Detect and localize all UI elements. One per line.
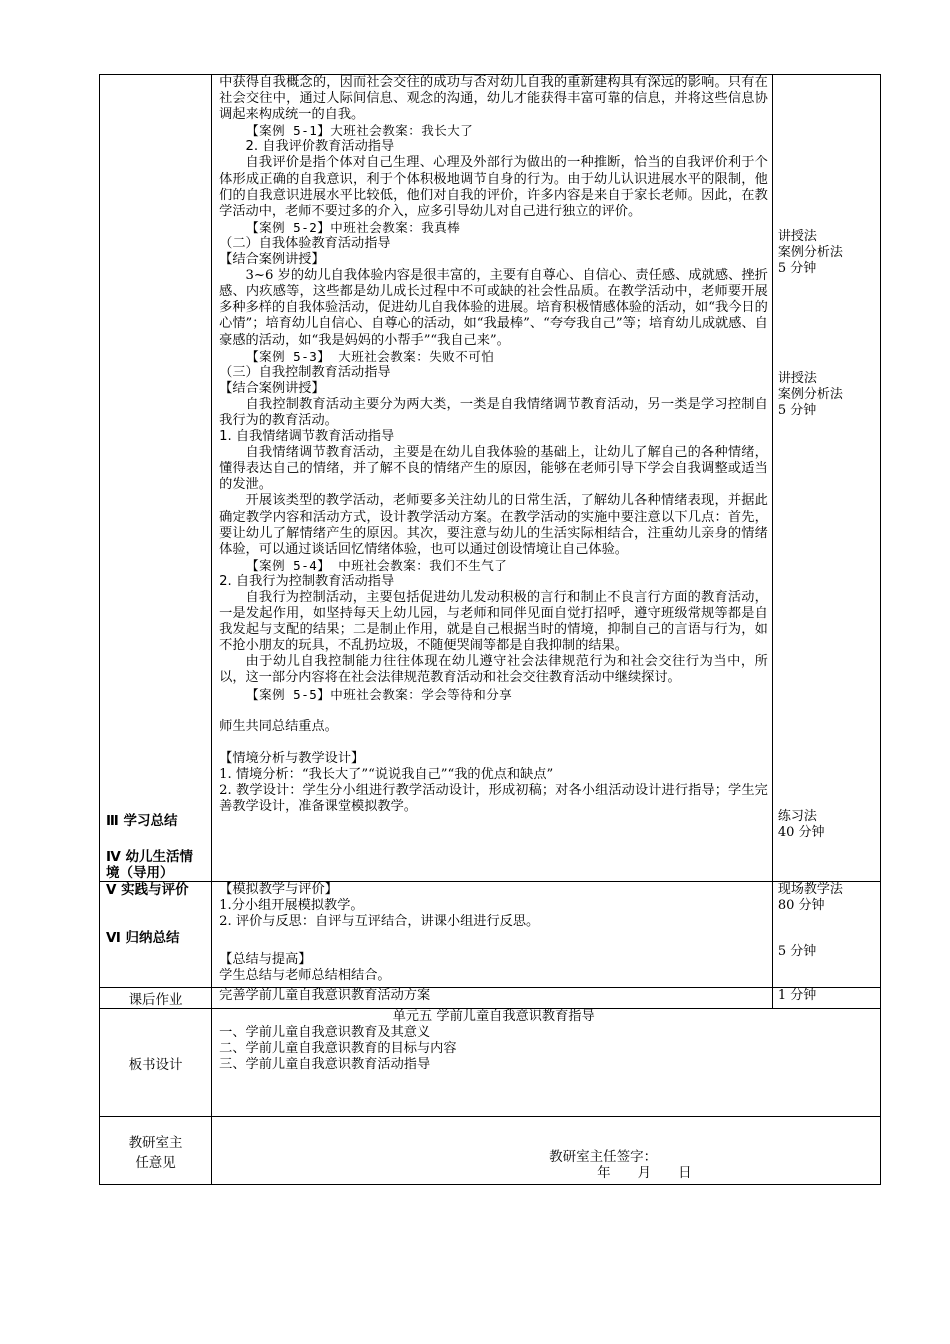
opinion-label-line-2: 任意见 <box>135 1154 176 1171</box>
method-lecture-2: 讲授法 <box>777 371 817 386</box>
method-time-5: 5 分钟 <box>777 944 817 959</box>
content-cell <box>212 75 773 882</box>
section-learning-summary: Ⅲ 学习总结 <box>106 813 178 829</box>
paragraph-social-norms: 由于幼儿自我控制能力往往体现在幼儿遵守社会法律规范行为和社会交往行为当中，所以，这一部分内容将在社会法律规范教育活动和社会交往教育活动中继续探讨。 <box>219 654 768 686</box>
heading-self-experience: （二）自我体验教育活动指导 <box>219 235 391 251</box>
paragraph-self-experience: 3~6 岁的幼儿自我体验内容是很丰富的，主要有自尊心、自信心、责任感、成就感、挫折感、内疚感等，这些都是幼儿成长过程中不可或缺的社会性品质。在教学活动中，老师要开展多种多样的自我体验活动，促进幼儿自我体验的进展。培育积极情感体验的活动，如“我今日的心情”；培育幼儿自信心、自尊心的活动，如“我最棒”、“夸夸我自己”等；培育幼儿成就感、自豪感的活动，如“我是妈妈的小帮手”“我自己来”。 <box>219 268 768 348</box>
method-case-2: 案例分析法 <box>777 387 843 402</box>
summary-text: 师生共同总结重点。 <box>219 718 338 734</box>
method-time-2: 5 分钟 <box>777 403 817 418</box>
homework-time: 1 分钟 <box>777 988 817 1003</box>
teaching-design: 2. 教学设计：学生分小组进行教学活动设计，形成初稿；对各小组活动设计进行指导；学生完善教学设计，准备课堂模拟教学。 <box>219 782 768 815</box>
homework-row <box>100 988 881 1009</box>
paragraph-behavior-control: 自我行为控制活动，主要包括促进幼儿发动积极的言行和制止不良言行方面的教育活动，一是发起作用，如坚持每天上幼儿园，与老师和同伴见面自觉打招呼，遵守班级常规等都是自我发起与支配的结果；二是制止作用，就是自己根据当时的情境，抑制自己的言语与行为，如不抢小朋友的玩具，不乱扔垃圾，不随便哭闹等都是自我抑制的结果。 <box>219 590 768 654</box>
method-time-3: 40 分钟 <box>777 825 825 840</box>
paragraph-self-evaluation: 自我评价是指个体对自己生理、心理及外部行为做出的一种推断，恰当的自我评价利于个体形成正确的自我意识，利于个体积极地调节自身的行为。由于幼儿认识进展水平的限制，他们的自我意识进展水平比较低，他们对自我的评价，许多内容是来自于家长老师。因此，在教学活动中，老师不要过多的介入，应多引导幼儿对自己进行独立的评价。 <box>219 155 768 219</box>
section-practice-evaluation: Ⅴ 实践与评价 <box>106 882 189 898</box>
homework-label: 课后作业 <box>100 988 212 1009</box>
practice-item-2: 2. 评价与反思：自评与互评结合，讲课小组进行反思。 <box>219 914 540 930</box>
heading-emotion-regulation: 1. 自我情绪调节教育活动指导 <box>219 429 395 445</box>
board-item-3: 三、学前儿童自我意识教育活动指导 <box>219 1057 431 1073</box>
tag-summary-improve: 【总结与提高】 <box>219 952 312 968</box>
practice-item-1: 1.分小组开展模拟教学。 <box>219 898 364 914</box>
teaching-process-row <box>100 75 881 882</box>
homework-content: 完善学前儿童自我意识教育活动方案 <box>219 988 431 1003</box>
method-case-1: 案例分析法 <box>777 245 843 260</box>
method-time-4: 80 分钟 <box>777 898 825 913</box>
method-cell <box>772 75 880 882</box>
paragraph-social-interaction: 中获得自我概念的，因而社会交往的成功与否对幼儿自我的重新建构具有深远的影响。只有在社会交往中，通过人际间信息、观念的沟通，幼儿才能获得丰富可靠的信息，并将这些信息协调起来构成统一的自我。 <box>219 75 768 123</box>
opinion-content-cell <box>212 1117 881 1185</box>
practice-method-cell <box>772 882 880 988</box>
case-5-1: 【案例 5-1】大班社会教案：我长大了 <box>246 123 474 139</box>
lesson-plan-table <box>99 74 881 1185</box>
practice-item-3: 学生总结与老师总结相结合。 <box>219 968 391 984</box>
homework-time-cell <box>772 988 880 1009</box>
section-life-situation: Ⅳ 幼儿生活情境（导用） <box>106 849 194 881</box>
case-5-2: 【案例 5-2】中班社会教案：我真棒 <box>246 219 461 235</box>
heading-self-control: （三）自我控制教育活动指导 <box>219 364 391 380</box>
tag-case-teaching-1: 【结合案例讲授】 <box>219 252 325 268</box>
board-design-row <box>100 1009 881 1117</box>
tag-situation-design: 【情境分析与教学设计】 <box>219 750 365 766</box>
board-title: 单元五 学前儿童自我意识教育指导 <box>392 1009 595 1024</box>
case-5-5: 【案例 5-5】中班社会教案：学会等待和分享 <box>246 686 513 702</box>
section-induction-summary: Ⅵ 归纳总结 <box>106 930 180 946</box>
homework-content-cell <box>212 988 773 1009</box>
board-item-1: 一、学前儿童自我意识教育及其意义 <box>219 1025 431 1041</box>
opinion-row <box>100 1117 881 1185</box>
case-5-3: 【案例 5-3】 大班社会教案：失败不可怕 <box>246 348 495 364</box>
method-practice: 练习法 <box>777 809 817 824</box>
heading-behavior-control: 2. 自我行为控制教育活动指导 <box>219 573 395 589</box>
situation-analysis: 1. 情境分析：“我长大了”“说说我自己”“我的优点和缺点” <box>219 766 554 782</box>
paragraph-emotion-regulation: 自我情绪调节教育活动，主要是在幼儿自我体验的基础上，让幼儿了解自己的各种情绪，懂得表达自己的情绪，并了解不良的情绪产生的原因，能够在老师引导下学会自我调整或适当的发泄。 <box>219 445 768 493</box>
opinion-label-line-1: 教研室主 <box>128 1134 183 1151</box>
signature-date: 年 月 日 <box>597 1165 692 1181</box>
director-signature: 教研室主任签字： <box>549 1149 658 1165</box>
paragraph-emotion-activities: 开展该类型的教学活动，老师要多关注幼儿的日常生活，了解幼儿各种情绪表现，并据此确定教学内容和活动方式，设计教学活动方案。在教学活动的实施中要注意以下几点：首先，要让幼儿了解情绪产生的原因。其次，要注意与幼儿的生活实际相结合，注重幼儿亲身的情绪体验，可以通过谈话回忆情绪体验，也可以通过创设情境让自己体验。 <box>219 493 768 557</box>
practice-label-cell <box>100 882 212 988</box>
board-item-2: 二、学前儿童自我意识教育的目标与内容 <box>219 1041 457 1057</box>
heading-self-evaluation: 2. 自我评价教育活动指导 <box>245 139 395 155</box>
case-5-4: 【案例 5-4】 中班社会教案：我们不生气了 <box>246 557 508 573</box>
board-design-label: 板书设计 <box>100 1009 212 1117</box>
left-section-cell <box>100 75 212 882</box>
tag-case-teaching-2: 【结合案例讲授】 <box>219 380 325 396</box>
board-design-content-cell <box>212 1009 881 1117</box>
opinion-label-cell <box>100 1117 212 1185</box>
method-onsite: 现场教学法 <box>777 882 843 897</box>
tag-simulated-teaching: 【模拟教学与评价】 <box>219 882 338 897</box>
paragraph-self-control: 自我控制教育活动主要分为两大类，一类是自我情绪调节教育活动，另一类是学习控制自我行为的教育活动。 <box>219 396 768 428</box>
method-time-1: 5 分钟 <box>777 261 817 276</box>
practice-content-cell <box>212 882 773 988</box>
method-lecture-1: 讲授法 <box>777 229 817 244</box>
practice-row <box>100 882 881 988</box>
